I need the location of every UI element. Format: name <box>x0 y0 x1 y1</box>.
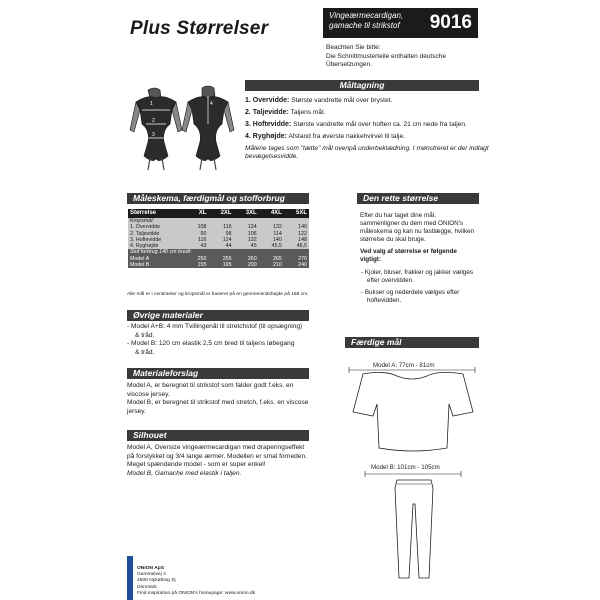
group-title: Stof forbrug 140 cm bredt: <box>128 249 309 255</box>
cell: 122 <box>284 231 309 237</box>
text-line: & tråd. <box>135 331 155 339</box>
col-header: Størrelse <box>128 209 187 218</box>
text-line: Meget spændende model - som er super enkel! <box>127 461 266 469</box>
section-bar-ovrige: Øvrige materialer <box>127 310 309 321</box>
garment-sketch <box>345 356 479 592</box>
size-table <box>128 209 309 268</box>
cell: 46,5 <box>284 243 309 249</box>
bullet-item: - Bukser og nederdele vælges efter hoftevidden. <box>361 288 460 304</box>
row-label: Model B <box>128 262 187 268</box>
note-line: Die Schnittmusterteile enthalten deutsche <box>326 52 446 60</box>
pattern-subtitle-line: gamache til strikstof <box>329 21 400 30</box>
measure-label: 2. Taljevidde: <box>245 108 289 116</box>
company-country: Denmark <box>137 584 157 590</box>
table-footnote: Alle mål er i centimeter og kropsmål er baseret på en gennemsnitshøjde på 168 cm. <box>127 292 309 297</box>
cell: 43 <box>187 243 209 249</box>
pattern-subtitle-line: Vingeærmecardigan, <box>329 11 404 20</box>
pattern-subtitle <box>329 11 424 31</box>
silhouet-text <box>127 444 327 478</box>
materialeforslag-text <box>127 382 327 416</box>
cell: 45 <box>234 243 259 249</box>
figure-number-1: 1 <box>150 101 153 107</box>
cell: 140 <box>284 224 309 230</box>
cell: 132 <box>259 224 284 230</box>
text-line: Model B, er beregnet til strikstof med stretch, f.eks. en viscose <box>127 399 309 407</box>
german-note <box>326 44 486 70</box>
text-line: & tråd. <box>135 348 155 356</box>
model-b-measure: Model B: 101cm - 105cm <box>371 464 440 471</box>
cell: 155 <box>187 262 209 268</box>
measure-label: 1. Overvidde: <box>245 97 290 104</box>
section-bar-maltagning: Måltagning <box>245 80 479 91</box>
cell: 114 <box>259 231 284 237</box>
figure-number-3: 3 <box>152 132 155 138</box>
ovrige-text <box>127 323 327 357</box>
row-label: 4. Ryghøjde <box>128 243 187 249</box>
figure-number-2: 2 <box>152 118 155 124</box>
section-bar-maleskema: Måleskema, færdigmål og stofforbrug <box>127 193 309 204</box>
col-header: 4XL <box>259 209 284 218</box>
col-header: XL <box>187 209 209 218</box>
cell: 260 <box>234 256 259 262</box>
size-table-header <box>128 209 309 218</box>
figure-number-4: 4 <box>210 101 213 107</box>
cell: 250 <box>187 256 209 262</box>
leggings-sketch-icon <box>365 471 461 578</box>
measurement-instructions <box>245 97 495 161</box>
cell: 240 <box>284 262 309 268</box>
body-measurement-figure <box>128 80 238 172</box>
measure-text: Afstand fra øverste nakkehvirvel til talje. <box>287 132 406 140</box>
measure-item <box>245 109 495 117</box>
row-label: 3. Hoftevidde <box>128 237 187 243</box>
group-title: Kropsmål: <box>128 218 309 224</box>
cell: 255 <box>208 256 233 262</box>
cell: 148 <box>284 237 309 243</box>
cell: 132 <box>234 237 259 243</box>
cell: 270 <box>284 256 309 262</box>
row-label: 1. Overvidde <box>128 224 187 230</box>
cell: 210 <box>259 262 284 268</box>
cell: 124 <box>234 224 259 230</box>
text-line: - Model A+B: 4 mm Tvillingenål til stretchstof (til opsægning) <box>127 323 303 330</box>
text-line: Model A, er beregnet til strikstof som falder godt f.eks. en <box>127 382 294 389</box>
text-line: Model B, Gamache med elastik i taljen. <box>127 469 242 477</box>
pattern-label-box <box>323 8 478 38</box>
measure-item <box>245 133 495 141</box>
cell: 44 <box>208 243 233 249</box>
cell: 116 <box>208 224 233 230</box>
company-city: 4500 Nykøbing Sj <box>137 578 176 584</box>
cell: 45,5 <box>259 243 284 249</box>
model-a-measure: Model A: 77cm - 81cm <box>373 362 435 369</box>
back-body-icon <box>182 86 234 170</box>
footer-accent-bar <box>127 556 133 600</box>
homepage-link[interactable]: Find inspiration på ONION's homepage: www.onion.dk <box>137 590 256 596</box>
cell: 195 <box>208 262 233 268</box>
measure-footnote: Målene tages som "tætte" mål ovenpå underbeklædning. I mønstreret er der indlagt bevægelsesvidde. <box>245 144 489 161</box>
company-info <box>137 566 255 597</box>
text-line: Model A, Oversize vingeærmecardigan med draperingseffekt <box>127 444 305 451</box>
rette-storrelse-text <box>360 212 476 309</box>
section-bar-faerdige: Færdige mål <box>345 337 479 348</box>
cell: 98 <box>208 231 233 237</box>
text-line: - Model B: 120 cm elastik 2,5 cm bred til taljens løbegang <box>127 340 295 348</box>
page-title: Plus Størrelser <box>130 18 269 39</box>
measure-label: 3. Hoftevidde: <box>245 120 292 128</box>
text-line: på forstykket og 3/4 lange ærmer. Modellen er smal forneden. <box>127 452 307 460</box>
col-header: 2XL <box>208 209 233 218</box>
cell: 106 <box>234 231 259 237</box>
section-bar-silhouet: Silhouet <box>127 430 309 441</box>
col-header: 3XL <box>234 209 259 218</box>
measure-item <box>245 97 495 105</box>
cardigan-sketch-icon <box>349 367 475 451</box>
section-bar-materialeforslag: Materialeforslag <box>127 368 309 379</box>
text-line: jersey. <box>127 407 146 415</box>
note-line: Übersetzungen. <box>326 61 372 68</box>
row-label: Model A <box>128 256 187 262</box>
front-body-icon <box>130 88 182 170</box>
measure-text: Største vandrette mål over brystet. <box>289 97 393 104</box>
paragraph: Ved valg af størrelse er følgende vigtigt: <box>360 248 457 264</box>
company-name: ONION ApS <box>137 566 164 571</box>
pattern-number: 9016 <box>429 12 472 33</box>
cell: 116 <box>187 237 209 243</box>
cell: 108 <box>187 224 209 230</box>
measure-text: Største vandrette mål over hoften ca. 21 cm nede fra taljen. <box>291 120 467 128</box>
section-bar-rette-storrelse: Den rette størrelse <box>357 193 479 204</box>
table-row <box>128 262 309 268</box>
measure-label: 4. Ryghøjde: <box>245 132 288 140</box>
cell: 140 <box>259 237 284 243</box>
measure-text: Taljens mål. <box>288 108 326 116</box>
bullet-item: - Kjoler, bluser, frakker og jakker vælges efter overvidden. <box>361 268 473 284</box>
text-line: viscose jersey. <box>127 390 170 398</box>
note-line: Beachten Sie bitte: <box>326 44 381 51</box>
cell: 200 <box>234 262 259 268</box>
paragraph: Efter du har taget dine mål, sammenligner du dem med ONION's måleskema og kan nu fastlægge, hvilken størrelse du skal bruge. <box>360 212 475 244</box>
measure-item <box>245 121 495 129</box>
col-header: 5XL <box>284 209 309 218</box>
cell: 90 <box>187 231 209 237</box>
cell: 265 <box>259 256 284 262</box>
cell: 124 <box>208 237 233 243</box>
company-street: Gammelvej 4 <box>137 572 166 578</box>
row-label: 2. Taljevidde <box>128 231 187 237</box>
